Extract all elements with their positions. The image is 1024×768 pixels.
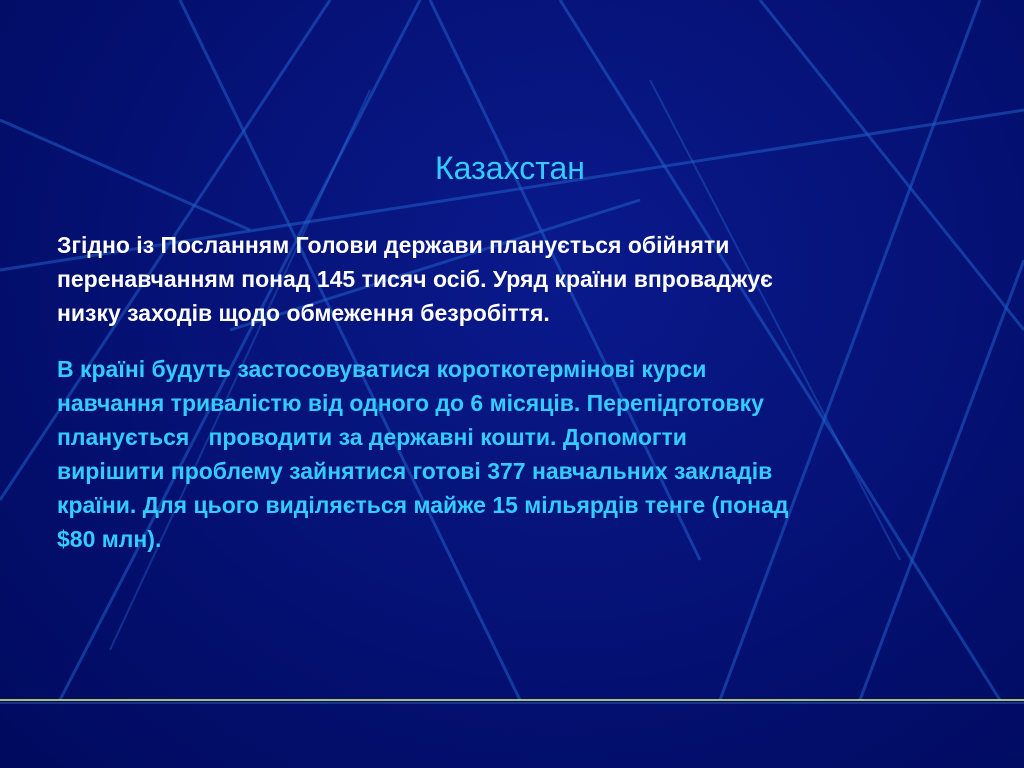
decor-line bbox=[560, 0, 1000, 700]
paragraph-details bbox=[57, 352, 977, 556]
decor-line bbox=[180, 0, 520, 700]
text-line: вирішити проблему зайнятися готові 377 навчальних закладів bbox=[57, 458, 773, 484]
text-line: планується проводити за державні кошти. Допомогти bbox=[57, 424, 687, 450]
text-line: навчання тривалістю від одного до 6 місяців. Перепідготовку bbox=[57, 390, 764, 416]
slide-title: Казахстан bbox=[435, 150, 585, 186]
decor-line bbox=[60, 0, 420, 700]
paragraph-intro bbox=[57, 228, 977, 330]
text-line: Згідно із Посланням Голови держави планується обійняти bbox=[57, 232, 730, 258]
text-line: перенавчанням понад 145 тисяч осіб. Уряд країни впроваджує bbox=[57, 266, 773, 292]
text-line: країни. Для цього виділяється майже 15 мільярдів тенге (понад bbox=[57, 492, 789, 518]
text-line: $80 млн). bbox=[57, 526, 162, 552]
text-line: низку заходів щодо обмеження безробіття. bbox=[57, 300, 550, 326]
decor-line bbox=[720, 0, 980, 700]
text-line: В країні будуть застосовуватися короткотермінові курси bbox=[57, 356, 707, 382]
